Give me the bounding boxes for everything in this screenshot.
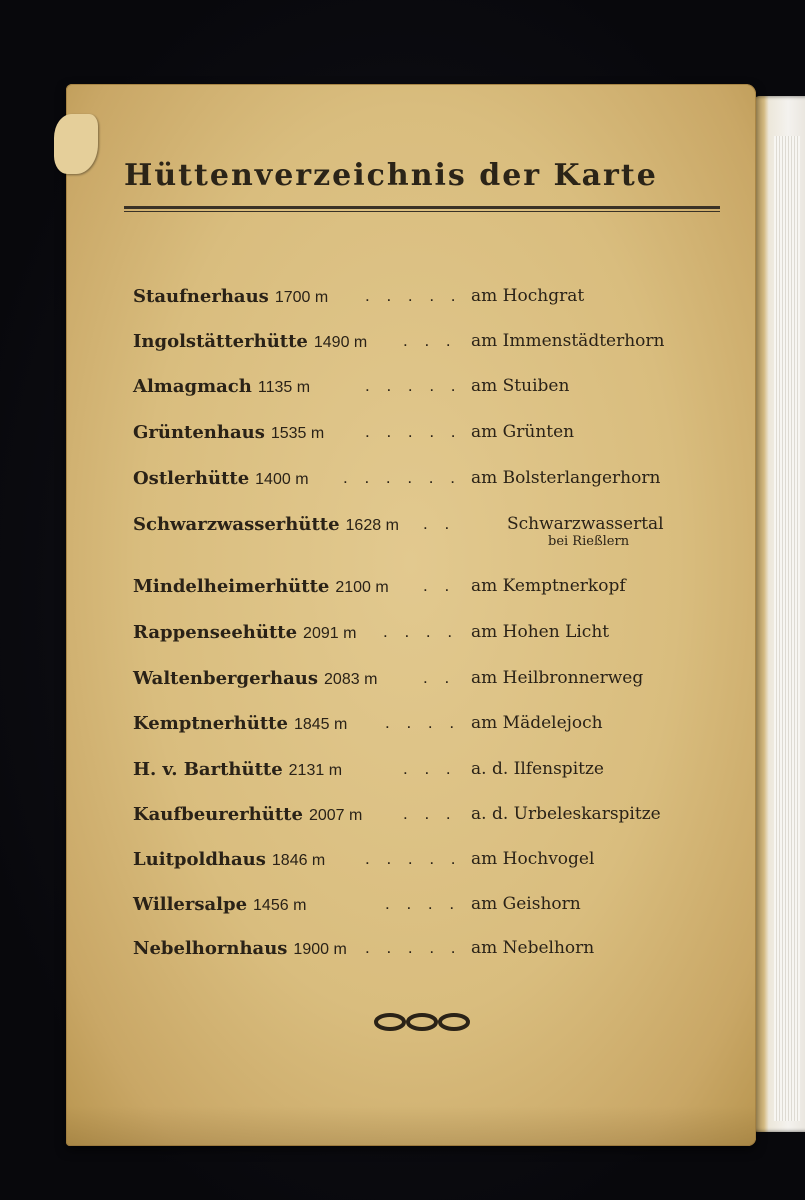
hut-location: a. d. Ilfenspitze [471,759,604,779]
hut-altitude: 1535 m [270,425,325,442]
hut-name: Ostlerhütte [133,468,250,489]
hut-name: Ingolstätterhütte [133,331,308,352]
page-stack-edge [774,136,800,1121]
leader-dots: . . [423,576,456,595]
hut-altitude: 2091 m [303,625,357,642]
hut-location: am Hochvogel [471,849,595,869]
adjacent-page-edge [752,96,805,1132]
hut-name: H. v. Barthütte [133,759,283,780]
hut-location: Schwarzwassertal [507,514,664,534]
leader-dots: . . [423,514,456,533]
leader-dots: . . . . . [365,286,462,305]
leader-dots: . . . . . [365,938,462,957]
leader-dots: . . . [403,759,457,778]
hut-entry [133,331,693,357]
hut-entry [133,894,693,920]
leader-dots: . . . . [383,622,459,641]
hut-altitude: 2083 m [324,671,378,688]
hut-entry [133,713,693,739]
hut-location: am Geishorn [471,894,581,914]
leader-dots: . . [423,668,456,687]
hut-entry [133,622,693,648]
leader-dots: . . . . . [365,422,462,441]
hut-name: Willersalpe [133,894,248,915]
page-title: Hüttenverzeichnis der Karte [124,158,658,193]
hut-altitude: 1700 m [274,289,329,306]
decorative-ornament [372,1010,472,1034]
title-underline [124,206,720,212]
hut-altitude: 1845 m [293,716,348,733]
hut-entry [133,468,693,494]
hut-name: Kemptnerhütte [133,713,288,734]
hut-entry [133,286,693,312]
hut-location: am Nebelhorn [471,938,595,958]
hut-name: Schwarzwasserhütte [133,514,340,535]
leader-dots: . . . . . . [343,468,461,487]
hut-name: Almagmach [133,376,252,397]
hut-name: Rappenseehütte [133,622,298,643]
hut-entry [133,422,693,448]
hut-location: am Immenstädterhorn [471,331,665,351]
hut-altitude: 2131 m [288,762,343,779]
hut-altitude: 1846 m [271,852,326,869]
hut-entry [133,576,693,602]
hut-altitude: 1900 m [293,941,347,958]
leader-dots: . . . [403,804,457,823]
leader-dots: . . . . [385,713,461,732]
hut-location: am Heilbronnerweg [471,668,644,688]
hut-name: Waltenbergerhaus [133,668,319,689]
hut-location: am Stuiben [471,376,570,396]
leader-dots: . . . [403,331,457,350]
hut-sublocation: bei Rießlern [548,534,630,549]
hut-name: Nebelhornhaus [133,938,288,959]
hut-location: am Hochgrat [471,286,585,306]
hut-entry [133,938,693,964]
hut-location: a. d. Urbeleskarspitze [471,804,661,824]
hut-altitude: 1400 m [255,471,309,488]
hut-altitude: 2100 m [335,579,389,596]
hut-entry [133,514,693,558]
hut-entry [133,376,693,402]
hut-altitude: 1628 m [345,517,399,534]
hut-name: Kaufbeurerhütte [133,804,303,825]
leader-dots: . . . . . [365,849,462,868]
hut-location: am Bolsterlangerhorn [471,468,661,488]
hut-entry [133,668,693,694]
hut-altitude: 2007 m [308,807,363,824]
hut-location: am Hohen Licht [471,622,610,642]
hut-name: Luitpoldhaus [133,849,266,870]
leader-dots: . . . . [385,894,461,913]
hut-location: am Grünten [471,422,575,442]
hut-name: Grüntenhaus [133,422,265,443]
hut-location: am Kemptnerkopf [471,576,626,596]
hut-altitude: 1456 m [253,897,307,914]
hut-altitude: 1490 m [313,334,368,351]
hut-name: Mindelheimerhütte [133,576,330,597]
hut-name: Staufnerhaus [133,286,269,307]
hut-entry [133,759,693,785]
hut-location: am Mädelejoch [471,713,603,733]
leader-dots: . . . . . [365,376,462,395]
hut-entry [133,804,693,830]
hut-altitude: 1135 m [257,379,311,396]
hut-entry [133,849,693,875]
document-page [66,84,756,1146]
